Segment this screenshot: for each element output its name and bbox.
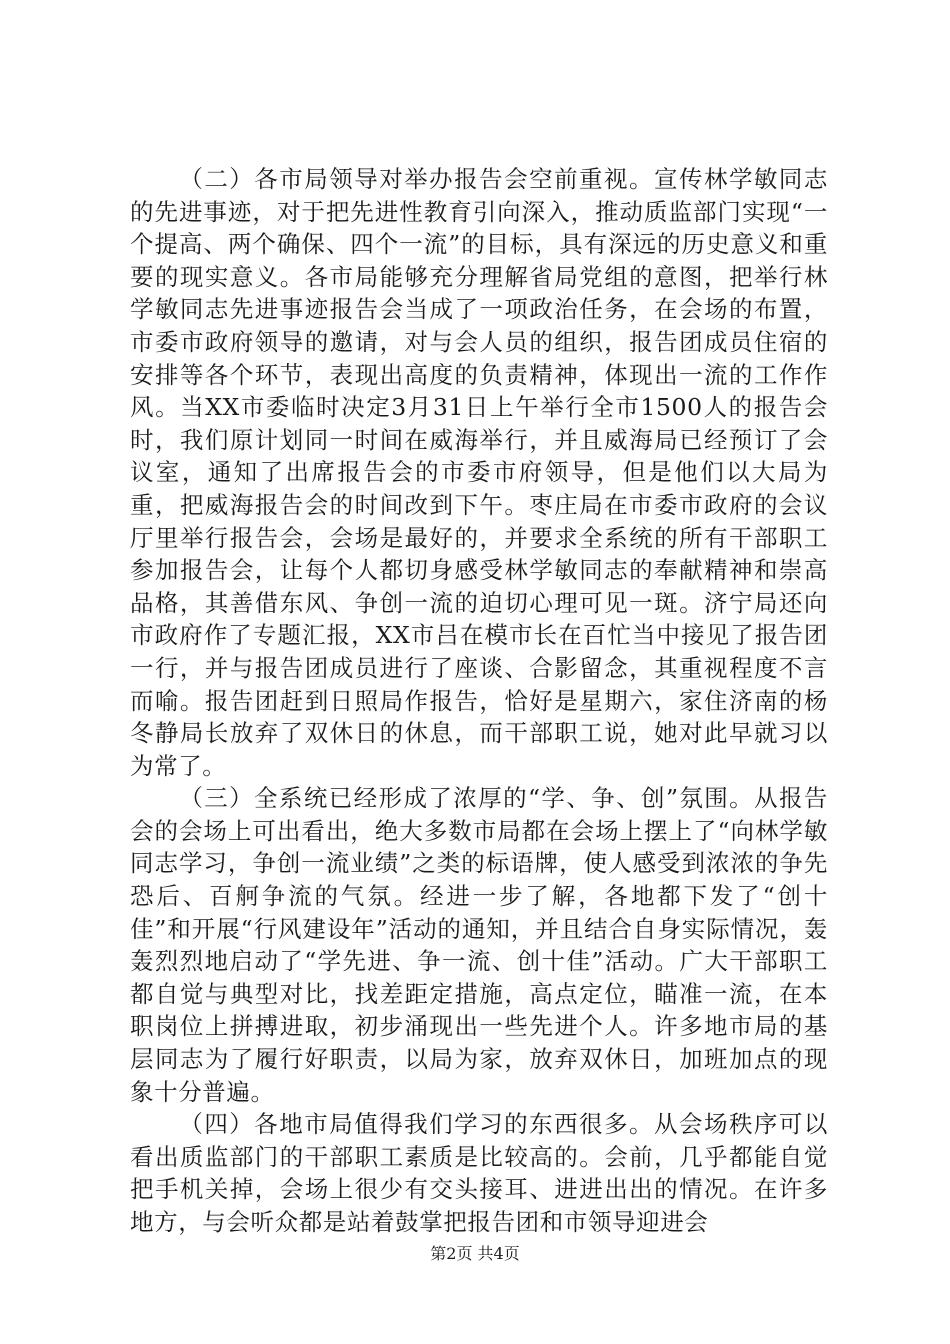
document-body — [130, 163, 828, 1239]
paragraph-section-2: （二）各市局领导对举办报告会空前重视。宣传林学敏同志的先进事迹，对于把先进性教育引向深入，推动质监部门实现“一个提高、两个确保、四个一流”的目标，具有深远的历史意义和重要的现实意义。各市局能够充分理解省局党组的意图，把举行林学敏同志先进事迹报告会当成了一项政治任务，在会场的布置，市委市政府领导的邀请，对与会人员的组织，报告团成员住宿的安排等各个环节，表现出高度的负责精神，体现出一流的工作作风。当XX市委临时决定3月31日上午举行全市1500人的报告会时，我们原计划同一时间在威海举行，并且威海局已经预订了会议室，通知了出席报告会的市委市府领导，但是他们以大局为重，把威海报告会的时间改到下午。枣庄局在市委市政府的会议厅里举行报告会，会场是最好的，并要求全系统的所有干部职工参加报告会，让每个人都切身感受林学敏同志的奉献精神和崇高品格，其善借东风、争创一流的迫切心理可见一斑。济宁局还向市政府作了专题汇报，XX市吕在模市长在百忙当中接见了报告团一行，并与报告团成员进行了座谈、合影留念，其重视程度不言而喻。报告团赶到日照局作报告，恰好是星期六，家住济南的杨冬静局长放弃了双休日的休息，而干部职工说，她对此早就习以为常了。 — [130, 165, 828, 780]
page-footer — [0, 1244, 950, 1264]
paragraph-section-3: （三）全系统已经形成了浓厚的“学、争、创”氛围。从报告会的会场上可出看出，绝大多数市局都在会场上摆上了“向林学敏同志学习，争创一流业绩”之类的标语牌，使人感受到浓浓的争先恐后、百舸争流的气氛。经进一步了解，各地都下发了“创十佳”和开展“行风建设年”活动的通知，并且结合自身实际情况，轰轰烈烈地启动了“学先进、争一流、创十佳”活动。广大干部职工都自觉与典型对比，找差距定措施，高点定位，瞄准一流，在本职岗位上拼搏进取，初步涌现出一些先进个人。许多地市局的基层同志为了履行好职责，以局为家，放弃双休日，加班加点的现象十分普遍。 — [130, 784, 828, 1106]
page-number-label: 第2页 共4页 — [430, 1244, 520, 1263]
paragraph-section-4: （四）各地市局值得我们学习的东西很多。从会场秩序可以看出质监部门的干部职工素质是比较高的。会前，几乎都能自觉把手机关掉，会场上很少有交头接耳、进进出出的情况。在许多地方，与会听众都是站着鼓掌把报告团和市领导迎进会 — [130, 1110, 828, 1236]
